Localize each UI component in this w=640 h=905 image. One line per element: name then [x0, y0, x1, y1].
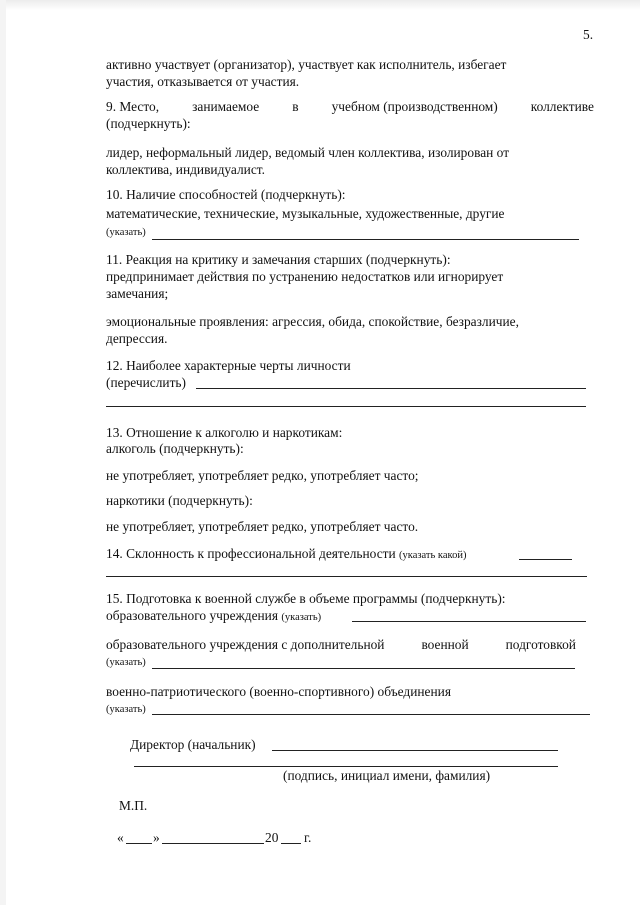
q15-title: 15. Подготовка к военной службе в объеме программы (подчеркнуть): [106, 591, 506, 606]
q15-edu-mil-answer-line[interactable] [152, 668, 575, 669]
date-year-line[interactable] [281, 843, 301, 844]
q14-answer-line-2[interactable] [106, 576, 587, 577]
q13-drugs-options: не употребляет, употребляет редко, употребляет часто. [106, 519, 419, 534]
q10-answer-line[interactable] [152, 239, 579, 240]
signature-caption: (подпись, инициал имени, фамилия) [283, 768, 491, 783]
director-label: Директор (начальник) [130, 737, 256, 752]
q13-drugs-label: наркотики (подчеркнуть): [106, 493, 253, 508]
q15-patriotic-specify: (указать) [106, 704, 146, 715]
intro-line-1: активно участвует (организатор), участвует как исполнитель, избегает [106, 57, 507, 72]
q13-title: 13. Отношение к алкоголю и наркотикам: [106, 425, 343, 440]
scan-edge [0, 0, 6, 905]
q10-specify-label: (указать) [106, 227, 146, 238]
q15-patriotic-label: военно-патриотического (военно-спортивного) объединения [106, 684, 451, 699]
q15-edu-answer-line[interactable] [352, 621, 586, 622]
intro-line-2: участия, отказывается от участия. [106, 74, 300, 89]
q10-options: математические, технические, музыкальные, художественные, другие [106, 206, 505, 221]
q11-emotions-line-2: депрессия. [106, 331, 168, 346]
date-day-line[interactable] [126, 843, 152, 844]
q12-answer-line-1[interactable] [196, 388, 586, 389]
q13-alcohol-label: алкоголь (подчеркнуть): [106, 441, 244, 456]
q11-emotions-line-1: эмоциональные проявления: агрессия, обида, спокойствие, безразличие, [106, 314, 519, 329]
q12-title: 12. Наиболее характерные черты личности [106, 358, 351, 373]
q13-alcohol-options: не употребляет, употребляет редко, употребляет часто; [106, 468, 419, 483]
scan-shadow [0, 0, 640, 10]
q11-title: 11. Реакция на критику и замечания старших (подчеркнуть): [106, 252, 451, 267]
date-close-quote: » [153, 830, 160, 845]
q15-edu-label: образовательного учреждения (указать) [106, 608, 322, 623]
q11-options-line-1: предпринимает действия по устранению недостатков или игнорирует [106, 269, 504, 284]
q15-edu-mil-label: образовательного учреждения с дополнительной военной подготовкой [106, 637, 576, 652]
page-number: 5. [583, 27, 594, 42]
director-signature-line[interactable] [272, 750, 558, 751]
stamp-placeholder: М.П. [119, 798, 148, 813]
q11-options-line-2: замечания; [106, 286, 169, 301]
date-open-quote: « [117, 830, 124, 845]
q9-title-line-2: (подчеркнуть): [106, 116, 191, 131]
date-year-suffix: г. [304, 830, 312, 845]
q15-edu-mil-specify: (указать) [106, 657, 146, 668]
date-year-prefix: 20 [265, 830, 279, 845]
q10-title: 10. Наличие способностей (подчеркнуть): [106, 187, 346, 202]
q9-title-line-1: 9. Место, занимаемое в учебном (производственном) коллективе [106, 99, 594, 114]
q9-options-line-2: коллектива, индивидуалист. [106, 162, 265, 177]
q15-patriotic-answer-line[interactable] [152, 714, 590, 715]
date-month-line[interactable] [162, 843, 264, 844]
q9-options-line-1: лидер, неформальный лидер, ведомый член коллектива, изолирован от [106, 145, 510, 160]
q14-title: 14. Склонность к профессиональной деятельности (указать какой) [106, 546, 467, 561]
q12-list-label: (перечислить) [106, 375, 186, 390]
q12-answer-line-2[interactable] [106, 406, 586, 407]
q14-answer-line-short[interactable] [519, 559, 572, 560]
